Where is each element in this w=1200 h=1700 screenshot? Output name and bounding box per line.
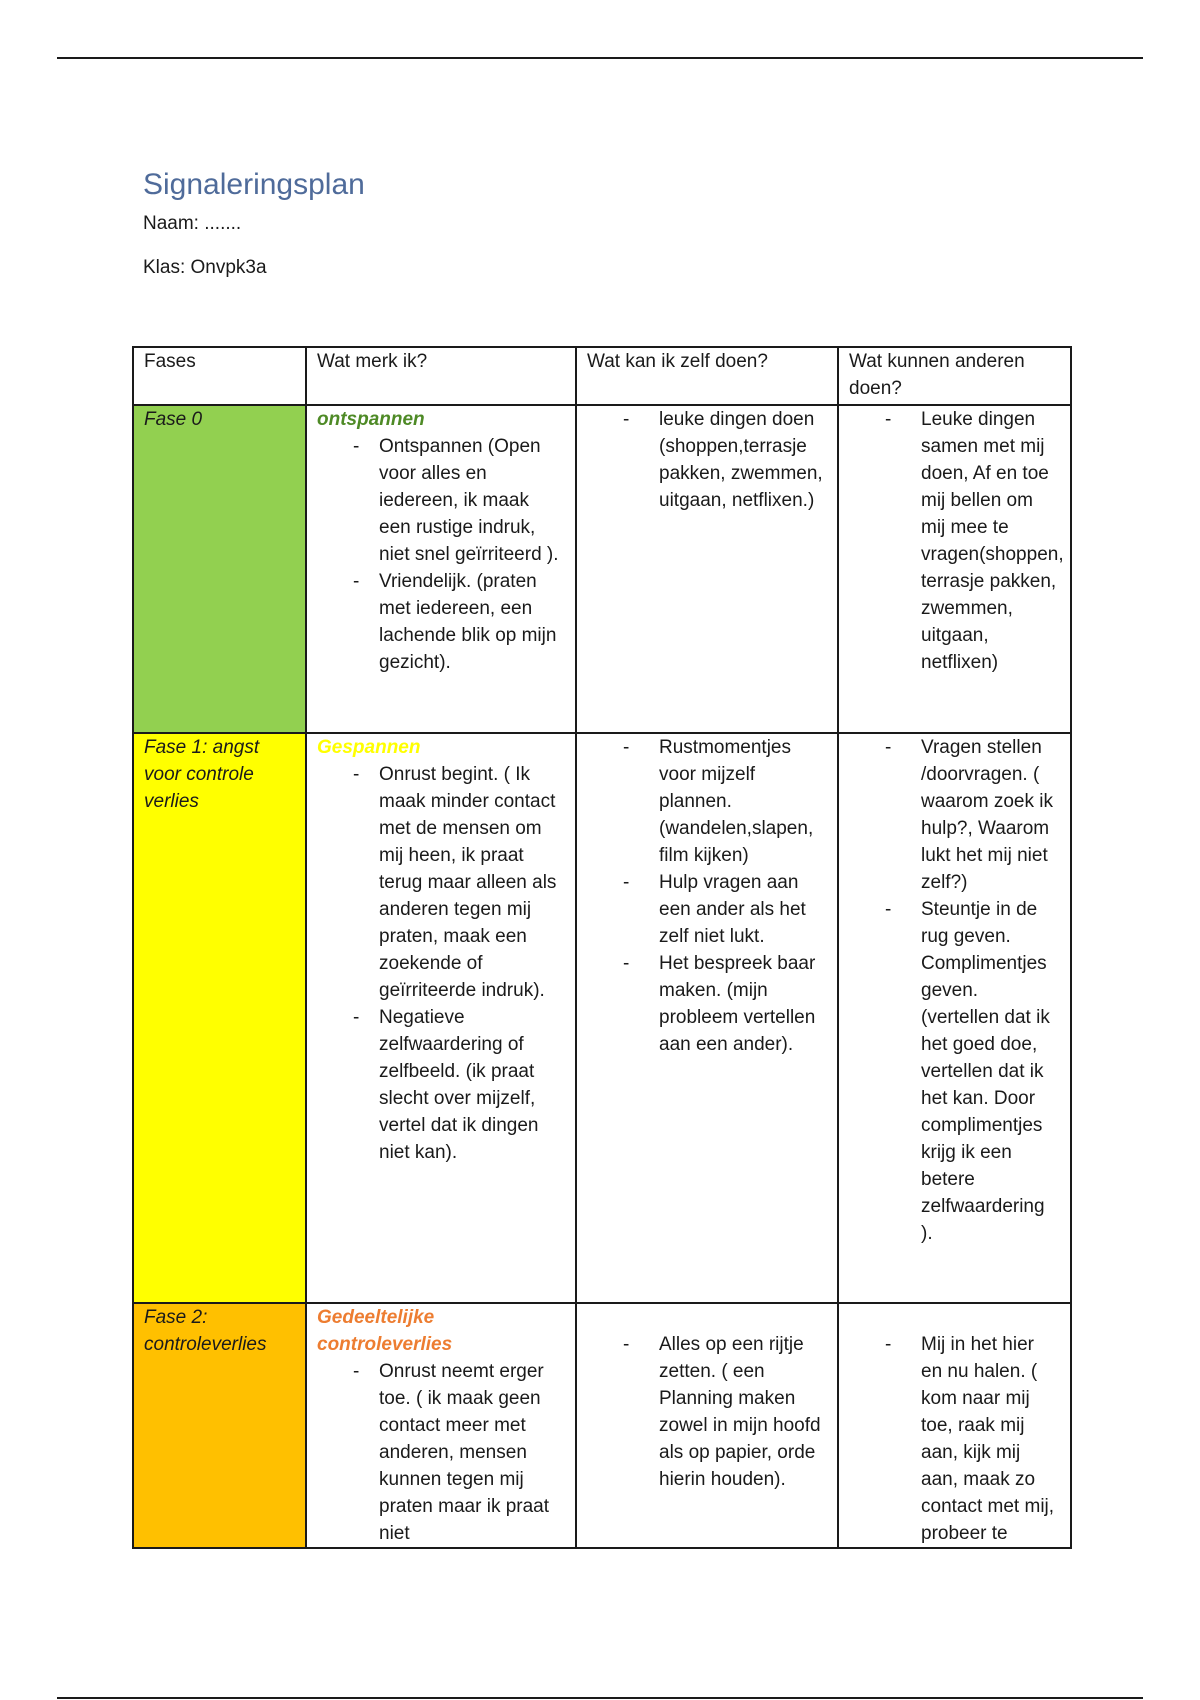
signs-cell <box>306 733 576 1303</box>
header-self: Wat kan ik zelf doen? <box>576 347 838 405</box>
table-row-phase-1 <box>133 733 1071 1303</box>
header-rule <box>57 57 1143 59</box>
table-row-phase-0 <box>133 405 1071 733</box>
phase-name: Fase 0 <box>144 409 203 430</box>
header-fases: Fases <box>133 347 306 405</box>
self-cell <box>576 405 838 733</box>
others-cell <box>838 405 1071 733</box>
phase-label: Gedeeltelijke controleverlies <box>317 1307 453 1355</box>
class-field: Klas: Onvpk3a <box>143 257 267 278</box>
document-title: Signaleringsplan <box>143 168 365 201</box>
phase-name: Fase 2: controleverlies <box>144 1307 267 1355</box>
phase-cell <box>133 1303 306 1548</box>
list-item: - Rustmomentjes voor mijzelf plannen. (wandelen,slapen, film kijken) <box>587 734 827 869</box>
phase-cell <box>133 733 306 1303</box>
self-cell <box>576 1303 838 1548</box>
phase-label: ontspannen <box>317 409 425 430</box>
footer-rule <box>57 1697 1143 1699</box>
list-item: - Vriendelijk. (praten met iedereen, een lachende blik op mijn gezicht). <box>317 568 565 676</box>
list-item: - Alles op een rijtje zetten. ( een Planning maken zowel in mijn hoofd als op papier, orde hierin houden). <box>587 1331 827 1493</box>
header-signs: Wat merk ik? <box>306 347 576 405</box>
phase-name: Fase 1: angst voor controle verlies <box>144 737 260 812</box>
list-item: - Onrust begint. ( Ik maak minder contact met de mensen om mij heen, ik praat terug maar alleen als anderen tegen mij praten, maak een zoekende of geïrriteerde indruk). <box>317 761 565 1004</box>
list-item: - Mij in het hier en nu halen. ( kom naar mij toe, raak mij aan, kijk mij aan, maak zo contact met mij, probeer te <box>849 1331 1060 1547</box>
list-item: - Hulp vragen aan een ander als het zelf niet lukt. <box>587 869 827 950</box>
phase-label: Gespannen <box>317 737 421 758</box>
list-item: - Onrust neemt erger toe. ( ik maak geen contact meer met anderen, mensen kunnen tegen mij praten maar ik praat niet <box>317 1358 565 1547</box>
signs-cell <box>306 405 576 733</box>
list-item: - Het bespreek baar maken. (mijn probleem vertellen aan een ander). <box>587 950 827 1058</box>
list-item: - Leuke dingen samen met mij doen, Af en toe mij bellen om mij mee te vragen(shoppen, terrasje pakken, zwemmen, uitgaan, netflixen) <box>849 406 1060 676</box>
self-cell <box>576 733 838 1303</box>
list-item: - leuke dingen doen (shoppen,terrasje pakken, zwemmen, uitgaan, netflixen.) <box>587 406 827 514</box>
list-item: - Ontspannen (Open voor alles en iedereen, ik maak een rustige indruk, niet snel geïrriteerd ). <box>317 433 565 568</box>
phase-cell <box>133 405 306 733</box>
list-item: - Steuntje in de rug geven. Complimentjes geven. (vertellen dat ik het goed doe, vertellen dat ik het kan. Door complimentjes krijg ik een betere zelfwaardering ). <box>849 896 1060 1247</box>
list-item: - Negatieve zelfwaardering of zelfbeeld. (ik praat slecht over mijzelf, vertel dat ik dingen niet kan). <box>317 1004 565 1166</box>
list-item: - Vragen stellen /doorvragen. ( waarom zoek ik hulp?, Waarom lukt het mij niet zelf?) <box>849 734 1060 896</box>
signaling-plan-table <box>132 346 1072 1549</box>
others-cell <box>838 733 1071 1303</box>
name-field: Naam: ....... <box>143 213 242 234</box>
signs-cell <box>306 1303 576 1548</box>
header-others: Wat kunnen anderen doen? <box>838 347 1071 405</box>
table-row-phase-2 <box>133 1303 1071 1548</box>
others-cell <box>838 1303 1071 1548</box>
table-header-row <box>133 347 1071 405</box>
